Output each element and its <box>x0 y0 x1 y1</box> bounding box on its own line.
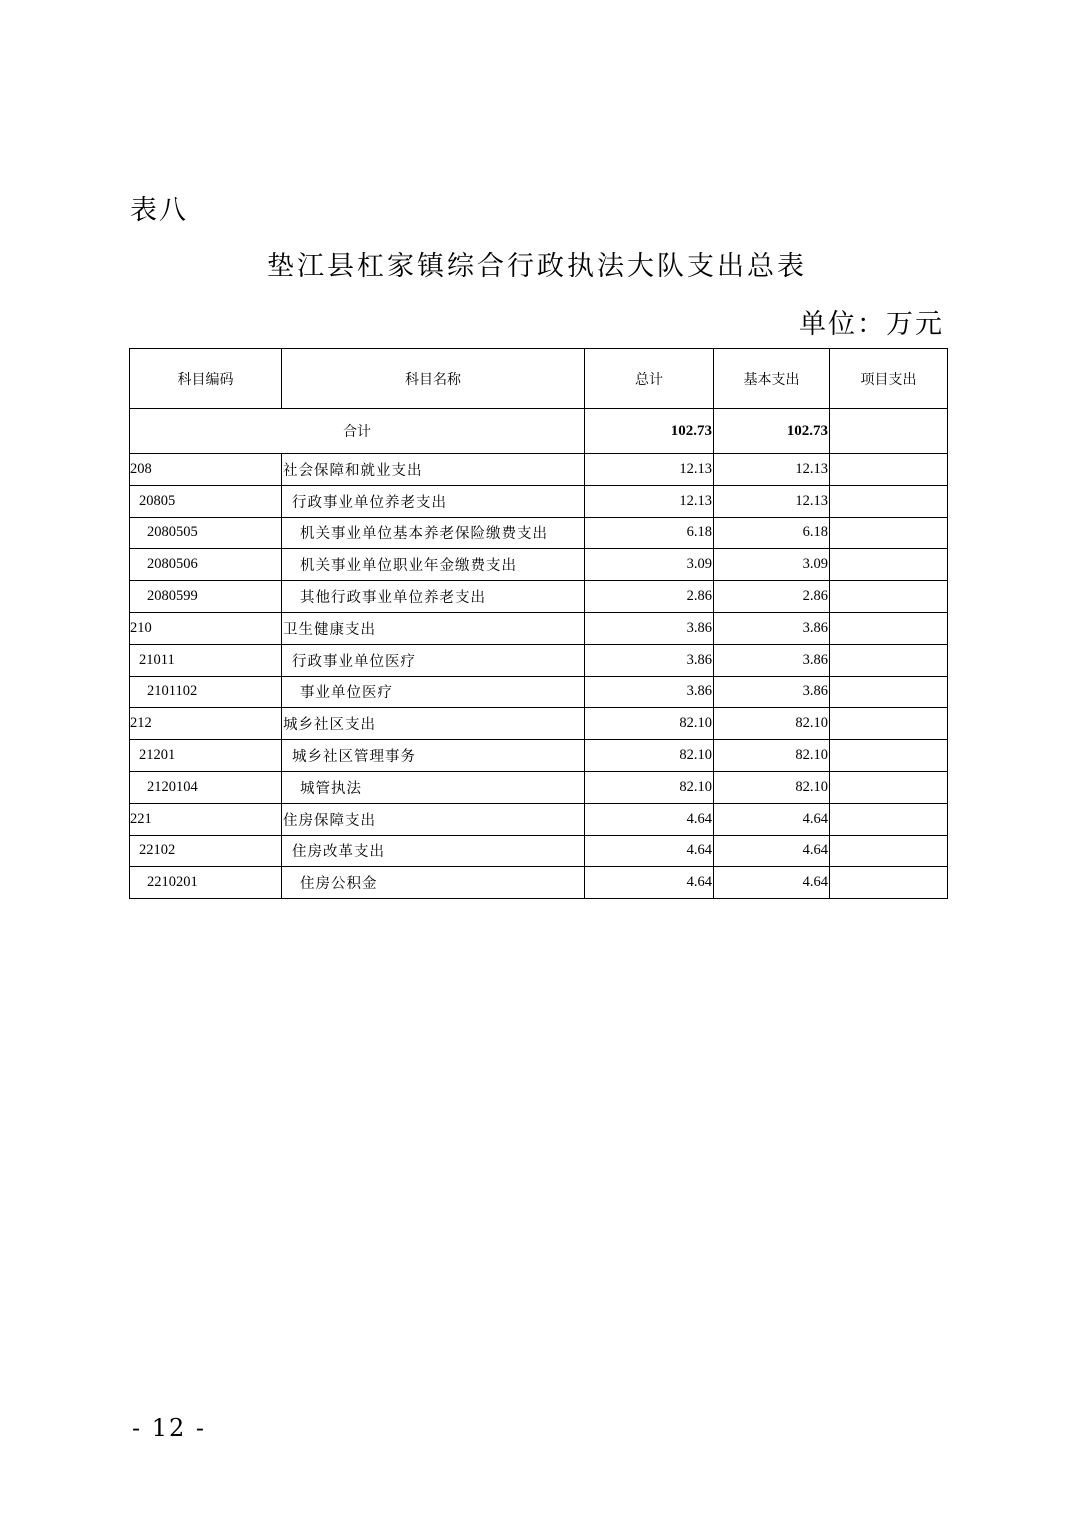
row-basic: 3.86 <box>714 644 830 676</box>
row-name: 住房改革支出 <box>282 835 585 867</box>
row-total: 3.86 <box>585 612 714 644</box>
row-basic: 12.13 <box>714 454 830 486</box>
row-total: 3.86 <box>585 644 714 676</box>
row-basic: 82.10 <box>714 708 830 740</box>
row-project <box>830 835 948 867</box>
table-row <box>130 803 948 835</box>
row-project <box>830 740 948 772</box>
row-code: 21201 <box>130 740 282 772</box>
row-project <box>830 771 948 803</box>
row-total: 4.64 <box>585 835 714 867</box>
row-name: 住房保障支出 <box>282 803 585 835</box>
table-row <box>130 676 948 708</box>
row-code: 221 <box>130 803 282 835</box>
row-basic: 82.10 <box>714 771 830 803</box>
total-basic: 102.73 <box>714 409 830 454</box>
row-code: 2210201 <box>130 867 282 899</box>
row-basic: 82.10 <box>714 740 830 772</box>
row-code: 212 <box>130 708 282 740</box>
row-basic: 12.13 <box>714 485 830 517</box>
table-row <box>130 771 948 803</box>
row-code: 208 <box>130 454 282 486</box>
row-basic: 6.18 <box>714 517 830 549</box>
row-code: 2080506 <box>130 549 282 581</box>
table-row <box>130 581 948 613</box>
row-total: 12.13 <box>585 485 714 517</box>
table-header <box>130 349 948 409</box>
row-name: 机关事业单位基本养老保险缴费支出 <box>282 517 585 549</box>
row-basic: 4.64 <box>714 835 830 867</box>
row-total: 82.10 <box>585 740 714 772</box>
row-project <box>830 644 948 676</box>
row-total: 82.10 <box>585 708 714 740</box>
table-row <box>130 485 948 517</box>
table-row <box>130 454 948 486</box>
table-row <box>130 708 948 740</box>
row-total: 2.86 <box>585 581 714 613</box>
row-name: 行政事业单位医疗 <box>282 644 585 676</box>
table-body <box>130 454 948 899</box>
total-project <box>830 409 948 454</box>
table-row <box>130 835 948 867</box>
table-row <box>130 740 948 772</box>
row-code: 210 <box>130 612 282 644</box>
row-basic: 3.09 <box>714 549 830 581</box>
row-total: 6.18 <box>585 517 714 549</box>
row-project <box>830 867 948 899</box>
row-code: 22102 <box>130 835 282 867</box>
row-name: 城乡社区支出 <box>282 708 585 740</box>
row-name: 社会保障和就业支出 <box>282 454 585 486</box>
row-name: 其他行政事业单位养老支出 <box>282 581 585 613</box>
row-code: 2101102 <box>130 676 282 708</box>
row-project <box>830 517 948 549</box>
table-row <box>130 612 948 644</box>
row-project <box>830 708 948 740</box>
unit-label: 单位：万元 <box>799 309 944 340</box>
row-name: 城乡社区管理事务 <box>282 740 585 772</box>
table-row <box>130 644 948 676</box>
row-code: 2080599 <box>130 581 282 613</box>
row-basic: 3.86 <box>714 612 830 644</box>
column-header-code: 科目编码 <box>130 349 282 409</box>
column-header-basic: 基本支出 <box>714 349 830 409</box>
row-project <box>830 549 948 581</box>
row-name: 事业单位医疗 <box>282 676 585 708</box>
row-code: 2080505 <box>130 517 282 549</box>
row-total: 3.86 <box>585 676 714 708</box>
table-row <box>130 867 948 899</box>
table-label: 表八 <box>130 195 188 226</box>
row-code: 21011 <box>130 644 282 676</box>
row-name: 住房公积金 <box>282 867 585 899</box>
table-row <box>130 517 948 549</box>
row-total: 4.64 <box>585 803 714 835</box>
total-row <box>130 409 948 454</box>
column-header-name: 科目名称 <box>282 349 585 409</box>
row-project <box>830 803 948 835</box>
row-project <box>830 612 948 644</box>
row-total: 12.13 <box>585 454 714 486</box>
row-project <box>830 676 948 708</box>
row-total: 82.10 <box>585 771 714 803</box>
expenditure-table <box>129 348 948 899</box>
total-label: 合计 <box>130 409 585 454</box>
document-title: 垫江县杠家镇综合行政执法大队支出总表 <box>267 251 807 282</box>
row-name: 卫生健康支出 <box>282 612 585 644</box>
row-basic: 2.86 <box>714 581 830 613</box>
row-code: 2120104 <box>130 771 282 803</box>
row-code: 20805 <box>130 485 282 517</box>
total-total: 102.73 <box>585 409 714 454</box>
row-total: 3.09 <box>585 549 714 581</box>
page-number: - 12 - <box>132 1414 207 1442</box>
column-header-project: 项目支出 <box>830 349 948 409</box>
row-basic: 3.86 <box>714 676 830 708</box>
row-project <box>830 454 948 486</box>
row-name: 行政事业单位养老支出 <box>282 485 585 517</box>
row-project <box>830 581 948 613</box>
row-project <box>830 485 948 517</box>
table-row <box>130 549 948 581</box>
row-basic: 4.64 <box>714 867 830 899</box>
row-name: 机关事业单位职业年金缴费支出 <box>282 549 585 581</box>
row-total: 4.64 <box>585 867 714 899</box>
row-basic: 4.64 <box>714 803 830 835</box>
row-name: 城管执法 <box>282 771 585 803</box>
column-header-total: 总计 <box>585 349 714 409</box>
